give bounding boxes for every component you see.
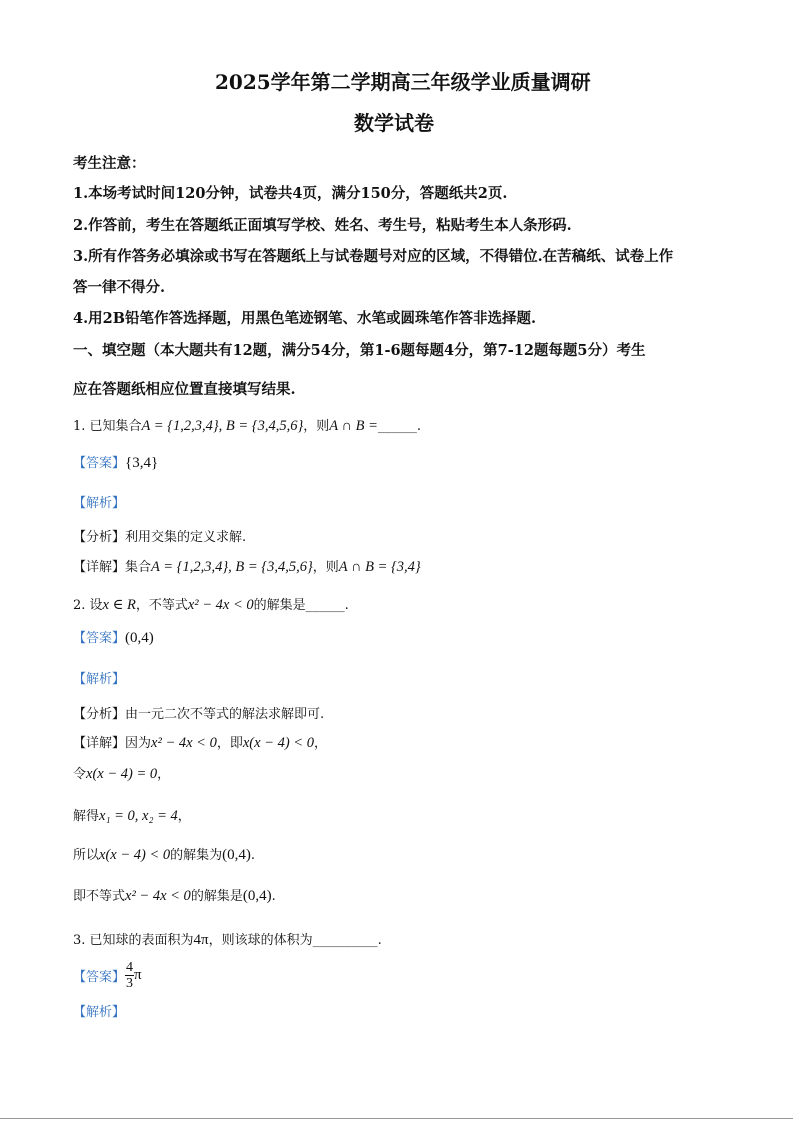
q3-answer-fraction [125,960,134,991]
q2-d5-text2: 的解集是 [190,889,243,904]
question-3-stem [73,929,382,949]
q2-d3-expr: x₁ = 0, x₂ = 4 [99,808,178,824]
q2-d4-text: 所以 [73,848,100,863]
q3-answer-numerator: 4 [126,960,134,975]
q2-step-4 [73,844,255,864]
q2-d4-text2: 的解集为 [170,848,223,863]
answer-tag: 【答案】 [73,970,126,985]
q1-fenxi: 利用交集的定义求解. [125,530,247,545]
q2-detail-row [73,732,327,752]
q1-stem-then: ，则 [303,419,330,434]
notice-item-1: 1.本场考试时间120分钟，试卷共4页，满分150分，答题纸共2页. [73,185,508,202]
analysis-tag: 【解析】 [73,672,126,687]
q1-expression: A ∩ B = [329,418,378,434]
q1-detail-row [73,556,421,576]
fenxi-tag: 【分析】 [73,707,126,722]
q2-answer-row [73,627,154,647]
q1-detail-text: 集合 [125,560,152,575]
notice-item-3b: 答一律不得分. [73,279,166,296]
q2-d5-result: (0,4) [242,888,272,904]
q2-d1-text3: ， [313,736,327,751]
analysis-tag: 【解析】 [73,1005,126,1020]
fenxi-tag: 【分析】 [73,530,126,545]
q2-step-3 [73,805,191,825]
q2-d3-text: 解得 [73,809,100,824]
notice-item-2: 2.作答前，考生在答题纸正面填写学校、姓名、考生号，粘贴考生本人条形码. [73,217,572,234]
analysis-tag: 【解析】 [73,496,126,511]
q2-d2-text2: ， [157,767,171,782]
q2-d5-end: . [271,889,276,904]
q2-d5-expr: x² − 4x < 0 [125,888,191,904]
q2-condition: x ∈ R [102,597,136,613]
q1-stem-text: 1. 已知集合 [73,419,142,434]
q2-stem-ineq-text: ，不等式 [135,598,188,613]
q2-step-2 [73,763,170,783]
answer-tag: 【答案】 [73,456,126,471]
footer-divider [0,1118,793,1119]
notice-item-3a: 3.所有作答务必填涂或书写在答题纸上与试卷题号对应的区域，不得错位.在苦稿纸、试卷上作 [73,248,674,265]
q1-detail-then: ，则 [312,560,339,575]
q2-d5-text: 即不等式 [73,889,126,904]
q2-fenxi: 由一元二次不等式的解法求解即可. [125,707,325,722]
q2-step-5 [73,885,276,905]
q1-detail-sets: A = {1,2,3,4}, B = {3,4,5,6} [151,559,313,575]
q3-area: 4π [193,932,209,948]
q2-d1-expr1: x² − 4x < 0 [151,735,217,751]
q1-answer: {3,4} [125,455,159,471]
question-1-stem [73,415,421,435]
notice-item-4: 4.用2B铅笔作答选择题，用黑色笔迹钢笔、水笔或圆珠笔作答非选择题. [73,310,537,327]
detail-tag: 【详解】 [73,560,126,575]
q1-answer-row [73,452,158,472]
q2-inequality: x² − 4x < 0 [187,597,254,613]
q1-detail-result: A ∩ B = {3,4} [338,559,421,575]
q2-d2-text: 令 [73,767,87,782]
q2-d1-text2: ，即 [216,736,243,751]
q2-d3-text2: ， [177,809,191,824]
q3-answer-row [73,960,142,991]
section-heading-line1: 一、填空题（本大题共有12题，满分54分，第1-6题每题4分，第7-12题每题5分）考生 [73,342,646,359]
q3-answer-denominator: 3 [126,976,134,991]
q2-d1-expr2: x(x − 4) < 0 [242,735,314,751]
q3-answer-pi: π [134,967,142,983]
q2-stem-end: 的解集是______. [253,598,349,613]
section-heading-line2: 应在答题纸相应位置直接填写结果. [73,381,296,398]
q2-d4-result: (0,4) [222,847,251,863]
q1-blank: ______. [377,419,422,434]
q1-fenxi-row [73,526,246,545]
q2-fenxi-row [73,703,324,722]
question-2-stem [73,594,349,614]
q2-d4-expr: x(x − 4) < 0 [99,847,171,863]
q2-answer: (0,4) [125,630,154,646]
q2-d2-expr: x(x − 4) = 0 [86,766,158,782]
q3-stem-text: 3. 已知球的表面积为 [73,933,194,948]
detail-tag: 【详解】 [73,736,126,751]
answer-tag: 【答案】 [73,631,126,646]
q1-sets: A = {1,2,3,4}, B = {3,4,5,6} [141,418,304,434]
q2-d4-end: . [250,848,256,863]
notice-heading: 考生注意： [73,155,146,172]
page-title: 2025学年第二学期高三年级学业质量调研 [215,70,591,94]
q2-stem-text: 2. 设 [73,598,103,613]
q3-stem-end: ，则该球的体积为__________. [208,933,382,948]
q2-d1-text: 因为 [125,736,152,751]
page-subtitle: 数学试卷 [354,111,434,135]
